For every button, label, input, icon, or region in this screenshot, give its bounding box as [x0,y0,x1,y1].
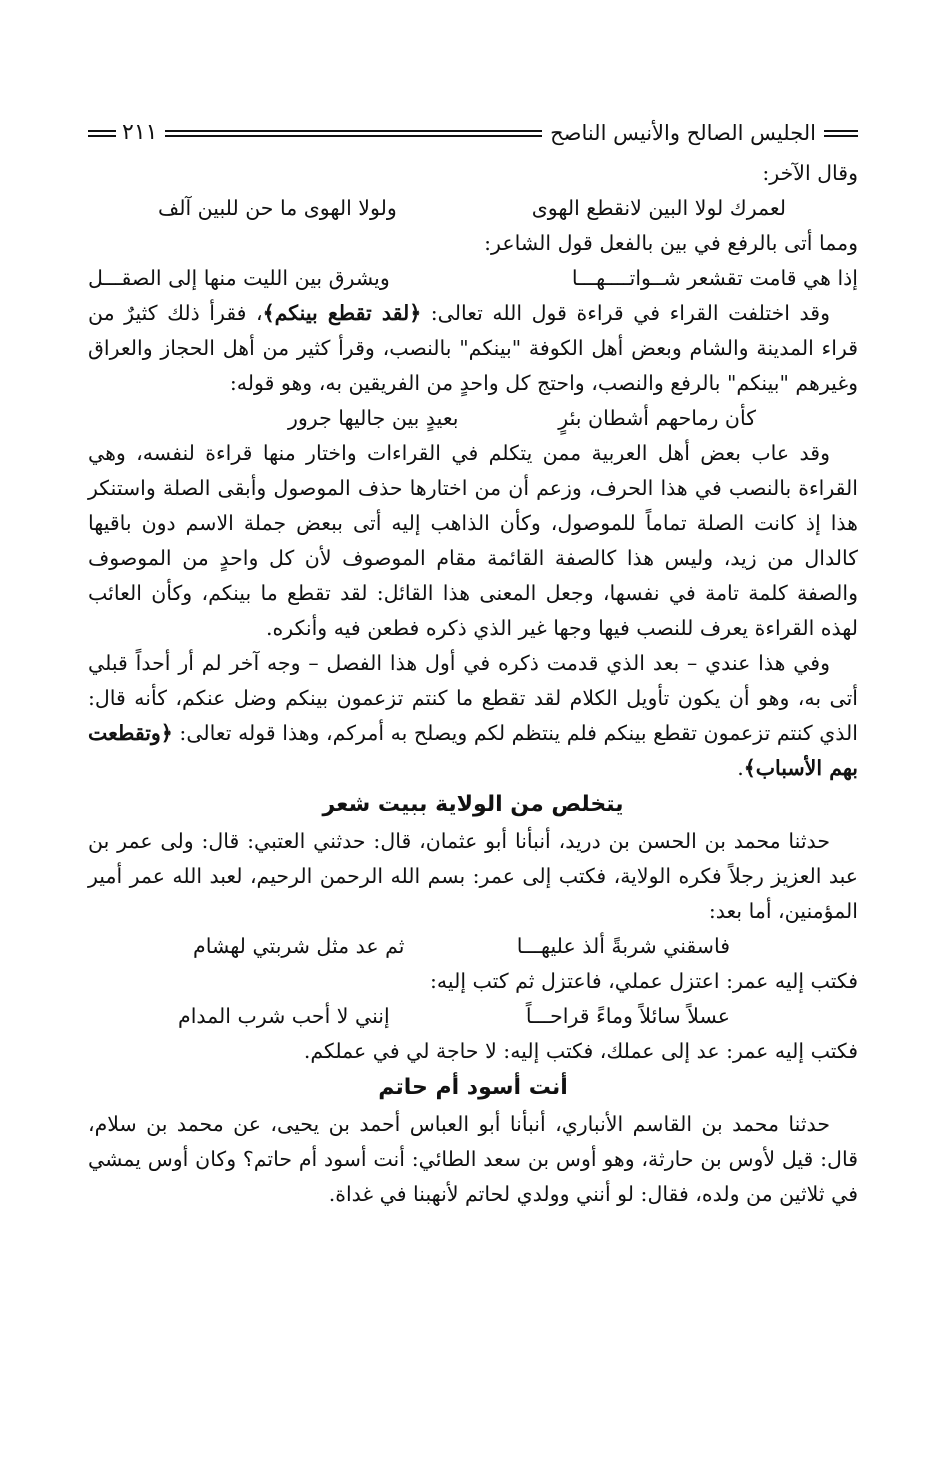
verse-3-second-hemistich: بعيدٍ بين جاليها جرور [288,406,459,430]
verse-4-first-hemistich: فاسقني شربةً ألذ عليهـــا [516,934,730,958]
paragraph-umar-reply-2: فكتب إليه عمر: عد إلى عملك، فكتب إليه: لا حاجة لي في عملكم. [303,1039,858,1063]
verse-4-second-hemistich: ثم عد مثل شربتي لهشام [193,934,405,958]
paragraph-umar-reply-1: فكتب إليه عمر: اعتزل عملي، فاعتزل ثم كتب إليه: [430,969,858,993]
quran-quote-1: ﴿لقد تقطع بينكم﴾ [262,301,422,325]
paragraph-hatim-narration: حدثنا محمد بن القاسم الأنباري، أنبأنا أبو العباس أحمد بن يحيى، عن محمد بن سلام، قال: قيل لأوس بن حارثة، وهو أوس بن سعد الطائي: أنت أسود أم حاتم؟ وكان أوس يمشي في ثلاثين من ولده، فقال: لو أنني وولدي لحاتم لأنهبنا في غداة. [88,1112,858,1206]
verse-4 [88,929,858,964]
running-header [88,118,858,148]
paragraph-intro-other: وقال الآخر: [762,161,858,185]
paragraph-author-view [88,646,858,786]
author-view-text: وفي هذا عندي – بعد الذي قدمت ذكره في أول هذا الفصل – وجه آخر لم أر أحداً قبلي أتى به، وهو أن يكون تأويل الكلام لقد تقطع ما كنتم تزعمون بينكم وضل عنكم، كأنه قال: الذي كنتم تزعمون تقطع بينكم فلم ينتظم لكم ويصلح به أمركم، وهذا قوله تعالى: [88,651,858,745]
verse-2-second-hemistich: ويشرق بين الليت منها إلى الصقـــل [88,266,390,290]
readings-text-end: ، فقرأ ذلك كثيرٌ من قراء المدينة والشام وبعض أهل الكوفة "بينكم" بالنصب، وقرأ كثير من أهل الحجاز والعراق وغيرهم "بينكم" بالرفع والنصب، واحتج كل واحدٍ من الفريقين به، وهو قوله: [88,301,858,395]
verse-3 [88,401,858,436]
page-number: ٢١١ [122,120,158,145]
readings-text-start: وقد اختلفت القراء في قراءة قول الله تعالى: [421,301,830,325]
header-rule-right [824,130,858,137]
paragraph-criticism: وقد عاب بعض أهل العربية ممن يتكلم في القراءات واختار منها قراءة لنفسه، وهي القراءة بالنصب في هذا الحرف، وزعم أن من اختارها حذف الموصول وأبقى الصلة واستنكر هذا إذ كانت الصلة تماماً للموصول، وكأن الذاهب إليه أتى ببعض جملة الاسم دون باقيها كالدال من زيد، وليس هذا كالصفة القائمة مقام الموصوف لأن كل واحدٍ من الموصوف والصفة كلمة تامة في نفسها، وجعل المعنى هذا القائل: لقد تقطع ما بينكم، وكأن العائب لهذه القراءة يعرف للنصب فيها وجها غير الذي ذكره فطعن فيه وأنكره. [88,441,858,640]
paragraph-readings [88,296,858,401]
verse-2-first-hemistich: إذا هي قامت تقشعر شــواتــــهـــا [571,266,858,290]
section-heading-hatim: أنت أسود أم حاتم [378,1075,568,1100]
verse-1-second-hemistich: ولولا الهوى ما حن للبين آلف [158,196,397,220]
header-rule-middle [165,130,542,137]
verse-1 [88,191,858,226]
verse-3-first-hemistich: كأن رماحهم أشطان بئرٍ [558,406,756,430]
header-rule-left [88,130,116,137]
paragraph-raf-example: ومما أتى بالرفع في بين بالفعل قول الشاعر: [484,231,858,255]
verse-5-first-hemistich: عسلاً سائلاً وماءً قراحـــاً [525,1004,730,1028]
quran-quote-2: ﴿وتقطعت بهم الأسباب﴾ [88,721,858,780]
verse-1-first-hemistich: لعمرك لولا البين لانقطع الهوى [531,196,786,220]
verse-5-second-hemistich: إنني لا أحب شرب المدام [178,1004,390,1028]
section-heading-wilaya: يتخلص من الولاية ببيت شعر [322,792,624,817]
paragraph-wilaya-narration: حدثنا محمد بن الحسن بن دريد، أنبأنا أبو عثمان، قال: حدثني العتبي: قال: ولى عمر بن عبد العزيز رجلاً فكره الولاية، فكتب إلى عمر: بسم الله الرحمن الرحيم، لعبد الله عمر أمير المؤمنين، أما بعد: [88,829,858,923]
verse-2 [88,261,858,296]
author-view-end: . [737,756,744,780]
book-title: الجليس الصالح والأنيس الناصح [550,120,816,145]
page-body [88,156,858,1212]
verse-5 [88,999,858,1034]
